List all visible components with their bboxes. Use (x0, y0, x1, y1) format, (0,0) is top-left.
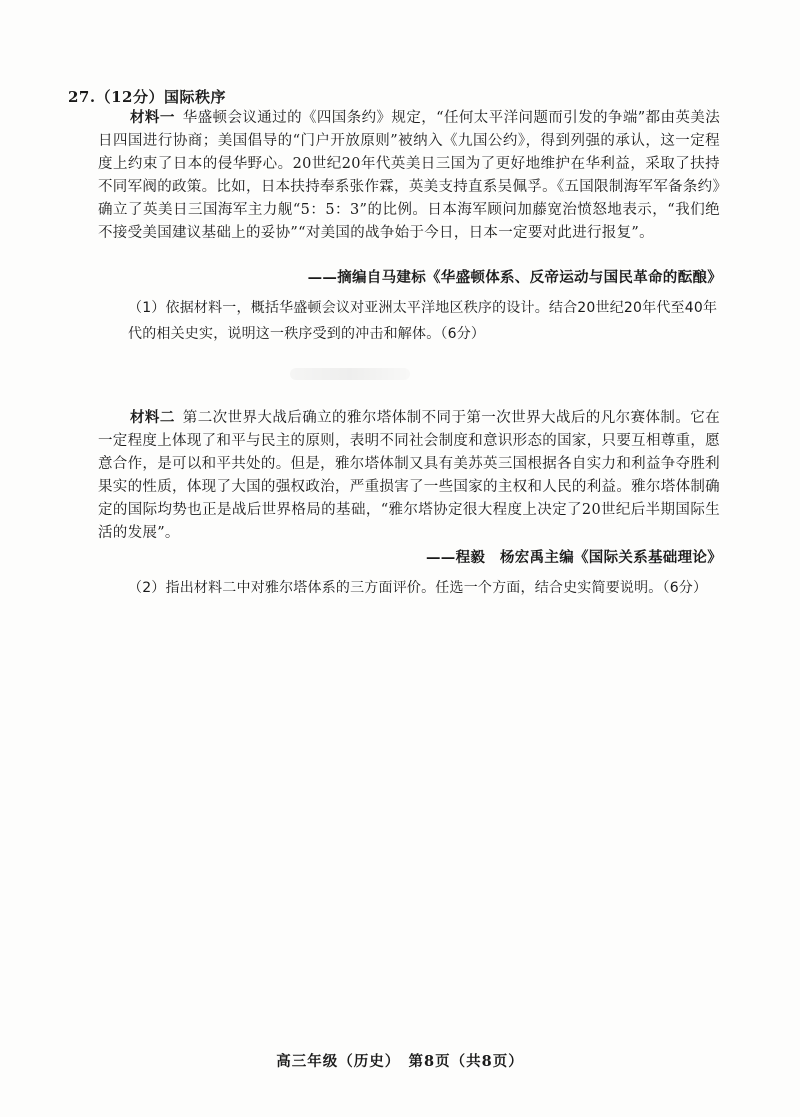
material-two-source: ——程毅 杨宏禹主编《国际关系基础理论》 (426, 549, 722, 566)
material-one-source: ——摘编自马建标《华盛顿体系、反帝运动与国民革命的酝酿》 (307, 269, 722, 286)
page-footer: 高三年级（历史） 第8页（共8页） (276, 1053, 524, 1070)
subquestion-two: （2）指出材料二中对雅尔塔体系的三方面评价。任选一个方面，结合史实简要说明。（6分） (128, 580, 708, 596)
bleed-through-mark (290, 368, 410, 380)
subquestion-one: （1）依据材料一，概括华盛顿会议对亚洲太平洋地区秩序的设计。结合20世纪20年代至40年代的相关史实，说明这一秩序受到的冲击和解体。（6分） (128, 300, 718, 342)
material-one-text: 华盛顿会议通过的《四国条约》规定，“任何太平洋问题而引发的争端”都由英美法日四国进行协商；美国倡导的“门户开放原则”被纳入《九国公约》，得到列强的承认，这一定程度上约束了日本的侵华野心。20世纪20年代英美日三国为了更好地维护在华利益，采取了扶持不同军阀的政策。比如，日本扶持奉系张作霖，英美支持直系吴佩孚。《五国限制海军军备条约》确立了英美日三国海军主力舰“5：5：3”的比例。日本海军顾问加藤宽治愤怒地表示，“我们绝不接受美国建议基础上的妥协”“对美国的战争始于今日，日本一定要对此进行报复”。 (98, 110, 720, 241)
material-two (98, 406, 720, 545)
question-header: 27.（12分）国际秩序 (68, 88, 226, 106)
material-one (98, 106, 720, 245)
material-one-label: 材料一 (130, 109, 175, 126)
material-two-text: 第二次世界大战后确立的雅尔塔体制不同于第一次世界大战后的凡尔赛体制。它在一定程度上体现了和平与民主的原则，表明不同社会制度和意识形态的国家，只要互相尊重，愿意合作，是可以和平共处的。但是，雅尔塔体制又具有美苏英三国根据各自实力和利益争夺胜利果实的性质，体现了大国的强权政治，严重损害了一些国家的主权和人民的利益。雅尔塔体制确定的国际均势也正是战后世界格局的基础，“雅尔塔协定很大程度上决定了20世纪后半期国际生活的发展”。 (98, 410, 720, 541)
material-two-label: 材料二 (130, 409, 175, 426)
